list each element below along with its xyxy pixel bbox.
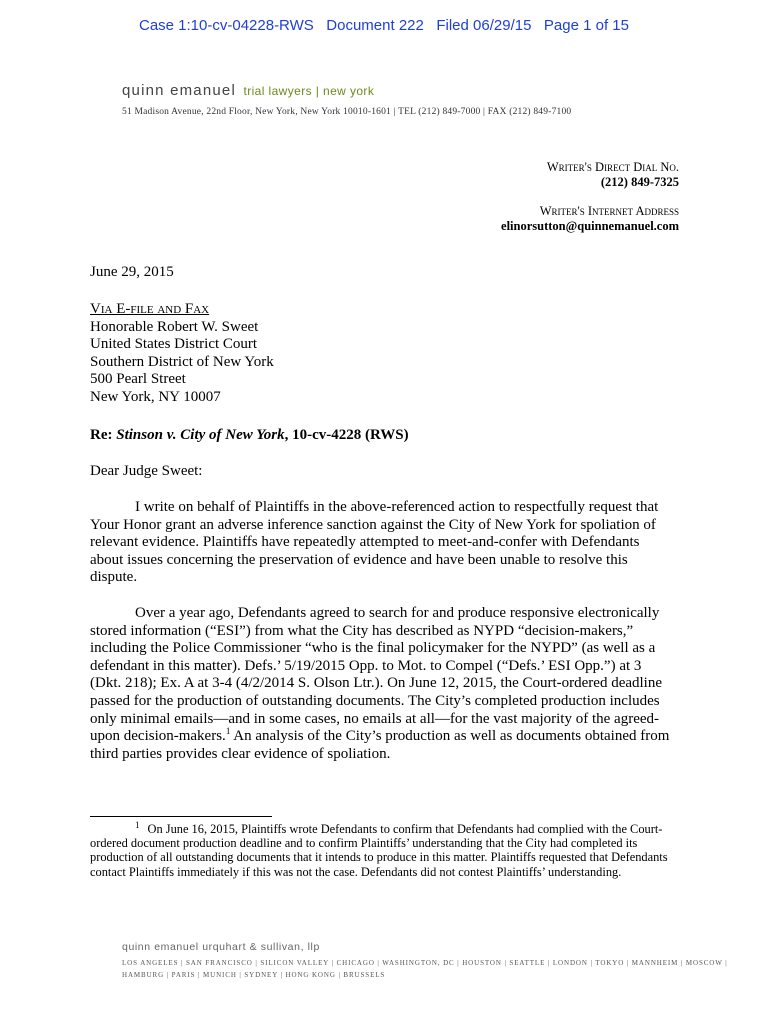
- re-prefix: Re:: [90, 427, 117, 443]
- footer-office-list: LOS ANGELES | SAN FRANCISCO | SILICON VALLEY | CHICAGO | WASHINGTON, DC | HOUSTON | SEATTLE | LONDON | TOKYO | MANNHEIM | MOSCOW | HAMBURG | PARIS | MUNICH | SYDNEY | HONG KONG | BRUSSELS: [122, 959, 728, 979]
- writer-dial-value: (212) 849-7325: [600, 174, 679, 189]
- letterhead: [122, 82, 374, 100]
- footnote-marker: 1: [135, 819, 140, 830]
- footnote: [90, 819, 675, 879]
- writer-dial-label: Writer's Direct Dial No.: [546, 160, 679, 174]
- delivery-method: Via E-file and Fax: [90, 301, 210, 317]
- letter-date: June 29, 2015: [90, 264, 174, 280]
- re-suffix: , 10-cv-4228 (RWS): [284, 427, 409, 443]
- salutation: Dear Judge Sweet:: [90, 463, 203, 479]
- recipient-line: Southern District of New York: [90, 353, 274, 370]
- paragraph-text-tail: An analysis of the City’s production as well as documents obtained from third parties provides clear evidence of spoliation.: [90, 728, 670, 762]
- footer-firm-name: quinn emanuel urquhart & sullivan, llp: [122, 941, 320, 953]
- recipient-line: New York, NY 10007: [90, 388, 221, 405]
- recipient-line: 500 Pearl Street: [90, 371, 186, 388]
- body-paragraph-2: [90, 605, 675, 763]
- recipient-line: Honorable Robert W. Sweet: [90, 318, 259, 335]
- writer-email-value: elinorsutton@quinnemanuel.com: [501, 218, 679, 233]
- re-case-name: Stinson v. City of New York: [116, 427, 285, 443]
- footnote-divider: [90, 816, 272, 817]
- paragraph-text: Over a year ago, Defendants agreed to search for and produce responsive electronically stored information (“ESI”) from what the City has described as NYPD “decision-makers,” including the Police Commissioner “who is the final policymaker for the NYPD” (as well as a defendant in this matter). Defs.’ 5/19/2015 Opp. to Mot. to Compel (“Defs.’ ESI Opp.”) at 3 (Dkt. 218); Ex. A at 3-4 (4/2/2014 S. Olson Ltr.). On June 12, 2015, the Court-ordered deadline passed for the production of outstanding documents. The City’s completed production includes only minimal emails—and in some cases, no emails at all—for the vast majority of the agreed-upon decision-makers.: [90, 605, 662, 745]
- writer-dial-block: [547, 160, 679, 189]
- recipient-block: [90, 301, 675, 407]
- letterhead-address: 51 Madison Avenue, 22nd Floor, New York, New York 10010-1601 | TEL (212) 849-7000 | FAX (212) 849-7100: [122, 107, 572, 117]
- firm-name: quinn emanuel: [122, 82, 237, 99]
- body-paragraph-1: I write on behalf of Plaintiffs in the above-referenced action to respectfully request that Your Honor grant an adverse inference sanction against the City of New York for spoliation of relevant evidence. Plaintiffs have repeatedly attempted to meet-and-confer with Defendants about issues concerning the preservation of evidence and have been unable to resolve this dispute.: [90, 499, 659, 586]
- re-line: [90, 427, 675, 445]
- recipient-line: United States District Court: [90, 336, 258, 353]
- footnote-ref: 1: [225, 726, 231, 737]
- writer-email-block: [501, 204, 679, 233]
- writer-email-label: Writer's Internet Address: [539, 204, 679, 218]
- case-header: Case 1:10-cv-04228-RWS Document 222 Filed 06/29/15 Page 1 of 15: [138, 17, 629, 34]
- footnote-text: On June 16, 2015, Plaintiffs wrote Defendants to confirm that Defendants had complied with the Court-ordered document production deadline and to confirm Plaintiffs’ understanding that the City had completed its production of all outstanding documents that it intends to produce in this matter. Plaintiffs requested that Defendants contact Plaintiffs immediately if this was not the case. Defendants did not contest Plaintiffs’ understanding.: [90, 822, 668, 879]
- firm-tagline: trial lawyers | new york: [243, 84, 375, 98]
